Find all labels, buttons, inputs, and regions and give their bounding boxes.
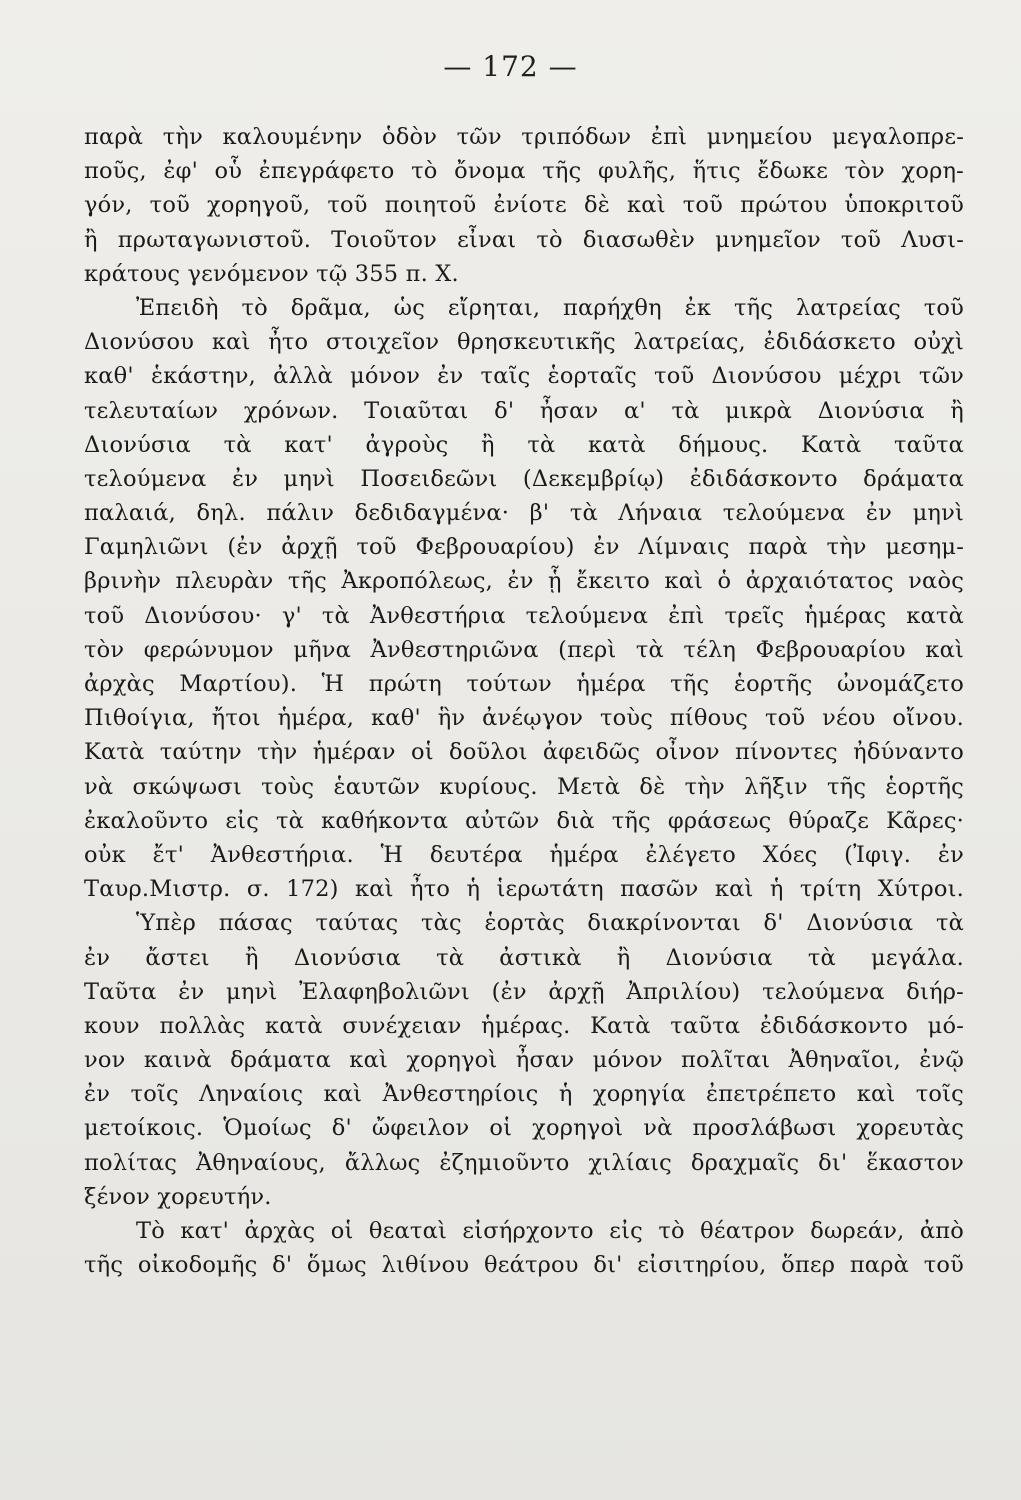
text-line: βρινὴν πλευρὰν τῆς Ἀκροπόλεως, ἐν ᾗ ἔκειτο καὶ ὁ ἀρχαιότατος ναὸς — [84, 568, 964, 595]
text-line: πολίτας Ἀθηναίους, ἄλλως ἐζημιοῦντο χιλίαις δραχμαῖς δι' ἕκαστον — [84, 1149, 964, 1176]
text-line: Κατὰ ταύτην τὴν ἡμέραν οἱ δοῦλοι ἀφειδῶς οἶνον πίνοντες ἠδύναντο — [84, 739, 964, 766]
text-line: Διονύσια τὰ κατ' ἀγροὺς ἢ τὰ κατὰ δήμους. Κατὰ ταῦτα — [84, 431, 964, 458]
text-line: κράτους γενόμενον τῷ 355 π. Χ. — [84, 260, 459, 287]
text-line: τῆς οἰκοδομῆς δ' ὅμως λιθίνου θεάτρου δι' εἰσιτηρίου, ὅπερ παρὰ τοῦ — [84, 1252, 964, 1279]
text-line: νον καινὰ δράματα καὶ χορηγοὶ ἦσαν μόνον πολῖται Ἀθηναῖοι, ἐνῷ — [84, 1047, 964, 1074]
text-line: ἐν τοῖς Ληναίοις καὶ Ἀνθεστηρίοις ἡ χορηγία ἐπετρέπετο καὶ τοῖς — [84, 1081, 964, 1108]
body-text — [84, 120, 964, 1282]
text-line: ἀρχὰς Μαρτίου). Ἡ πρώτη τούτων ἡμέρα τῆς ἑορτῆς ὠνομάζετο — [84, 671, 964, 697]
text-line: μετοίκοις. Ὁμοίως δ' ὤφειλον οἱ χορηγοὶ νὰ προσλάβωσι χορευτὰς — [84, 1115, 964, 1142]
text-line: καθ' ἑκάστην, ἀλλὰ μόνον ἐν ταῖς ἑορταῖς τοῦ Διονύσου μέχρι τῶν — [84, 363, 964, 390]
text-line: κουν πολλὰς κατὰ συνέχειαν ἡμέρας. Κατὰ ταῦτα ἐδιδάσκοντο μό- — [84, 1012, 964, 1039]
page-number: — 172 — — [443, 50, 578, 83]
text-line: Πιθοίγια, ἤτοι ἡμέρα, καθ' ἣν ἀνέῳγον τοὺς πίθους τοῦ νέου οἴνου. — [84, 705, 964, 732]
text-line: ἐκαλοῦντο εἰς τὰ καθήκοντα αὐτῶν διὰ τῆς φράσεως θύραζε Κᾶρες· — [84, 807, 964, 834]
text-line: τοῦ Διονύσου· γ' τὰ Ἀνθεστήρια τελούμενα ἐπὶ τρεῖς ἡμέρας κατὰ — [84, 602, 964, 629]
text-line: παλαιά, δηλ. πάλιν δεδιδαγμένα· β' τὰ Λήναια τελούμενα ἐν μηνὶ — [84, 500, 964, 527]
text-line: Τὸ κατ' ἀρχὰς οἱ θεαταὶ εἰσήρχοντο εἰς τὸ θέατρον δωρεάν, ἀπὸ — [136, 1218, 964, 1244]
text-line: Διονύσου καὶ ἦτο στοιχεῖον θρησκευτικῆς λατρείας, ἐδιδάσκετο οὐχὶ — [84, 329, 964, 356]
text-line: ξένον χορευτήν. — [84, 1183, 272, 1210]
text-line: οὐκ ἔτ' Ἀνθεστήρια. Ἡ δευτέρα ἡμέρα ἐλέγετο Χόες (Ἰφιγ. ἐν — [84, 841, 964, 868]
text-line: νὰ σκώψωσι τοὺς ἑαυτῶν κυρίους. Μετὰ δὲ τὴν λῆξιν τῆς ἑορτῆς — [84, 773, 964, 800]
text-line: Ταῦτα ἐν μηνὶ Ἐλαφηβολιῶνι (ἐν ἀρχῇ Ἀπριλίου) τελούμενα διήρ- — [84, 978, 964, 1005]
text-line: Ἐπειδὴ τὸ δρᾶμα, ὡς εἴρηται, παρήχθη ἐκ τῆς λατρείας τοῦ — [136, 294, 964, 321]
text-line: τὸν φερώνυμον μῆνα Ἀνθεστηριῶνα (περὶ τὰ τέλη Φεβρουαρίου καὶ — [84, 636, 964, 663]
text-line: ποῦς, ἐφ' οὗ ἐπεγράφετο τὸ ὄνομα τῆς φυλῆς, ἥτις ἔδωκε τὸν χορη- — [84, 158, 964, 185]
text-line: ἐν ἄστει ἢ Διονύσια τὰ ἀστικὰ ἢ Διονύσια τὰ μεγάλα. — [84, 944, 964, 971]
text-line: Ταυρ.Μιστρ. σ. 172) καὶ ἦτο ἡ ἱερωτάτη πασῶν καὶ ἡ τρίτη Χύτροι. — [84, 876, 964, 903]
text-line: Ὑπὲρ πάσας ταύτας τὰς ἑορτὰς διακρίνονται δ' Διονύσια τὰ — [136, 910, 964, 937]
text-line: ἢ πρωταγωνιστοῦ. Τοιοῦτον εἶναι τὸ διασωθὲν μνημεῖον τοῦ Λυσι- — [84, 226, 964, 253]
text-line: τελούμενα ἐν μηνὶ Ποσειδεῶνι (Δεκεμβρίῳ) ἐδιδάσκοντο δράματα — [84, 465, 964, 492]
text-line: Γαμηλιῶνι (ἐν ἀρχῇ τοῦ Φεβρουαρίου) ἐν Λίμναις παρὰ τὴν μεσημ- — [84, 534, 964, 561]
text-line: παρὰ τὴν καλουμένην ὁδὸν τῶν τριπόδων ἐπὶ μνημείου μεγαλοπρε- — [84, 124, 964, 150]
text-line: γόν, τοῦ χορηγοῦ, τοῦ ποιητοῦ ἐνίοτε δὲ καὶ τοῦ πρώτου ὑποκριτοῦ — [84, 192, 964, 219]
text-line: τελευταίων χρόνων. Τοιαῦται δ' ἦσαν α' τὰ μικρὰ Διονύσια ἢ — [84, 397, 964, 424]
